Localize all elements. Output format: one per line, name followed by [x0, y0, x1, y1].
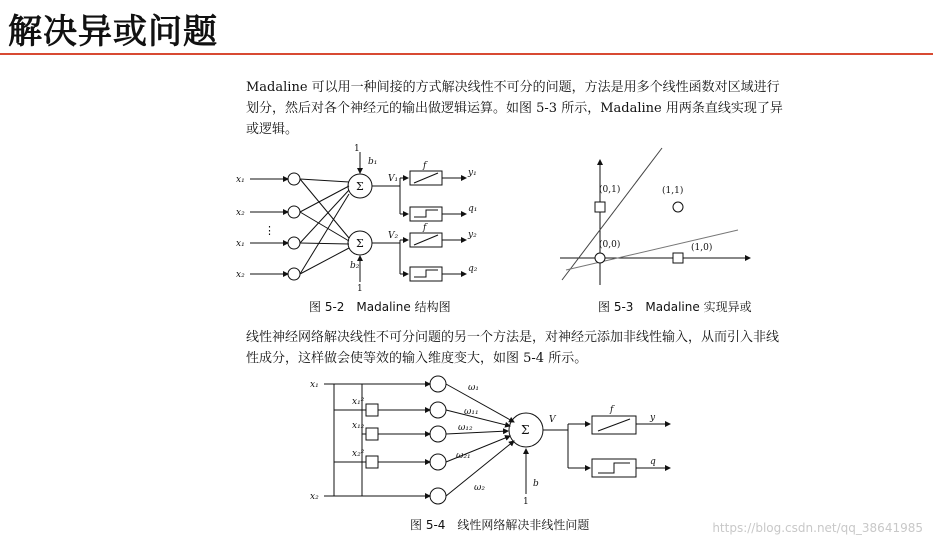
paragraph-2: 线性神经网络解决线性不可分问题的另一个方法是，对神经元添加非线性输入，从而引入非线性成分，这样做会使等效的输入维度变大，如图 5-4 所示。 [246, 330, 780, 366]
fig53-point-10: (1,0) [691, 243, 713, 253]
fig52-one-2: 1 [357, 284, 363, 292]
fig52-input-2: x₂ [236, 208, 245, 218]
fig54-input-x12: x₁₂ [352, 421, 365, 431]
fig53-point-11: (1,1) [662, 186, 684, 196]
fig54-input-x2: x₂ [310, 492, 319, 502]
fig52-dots: ⋮ [264, 224, 275, 237]
fig52-output-q2: q₂ [468, 264, 478, 274]
fig54-sum: Σ [521, 423, 530, 437]
fig54-weight-1: ω₁ [468, 383, 479, 393]
watermark: https://blog.csdn.net/qq_38641985 [712, 521, 923, 535]
fig54-weight-21: ω₂₁ [456, 451, 471, 461]
fig52-input-3: x₁ [236, 239, 245, 249]
fig52-output-q1: q₁ [468, 204, 478, 214]
fig52-output-y2: y₂ [468, 230, 477, 240]
fig54-v: V [549, 415, 556, 425]
fig54-input-x1-sq: x₁² [352, 397, 365, 407]
fig54-f: f [610, 405, 614, 415]
fig52-sum-1: Σ [356, 180, 364, 193]
fig52-input-1: x₁ [236, 175, 245, 185]
fig52-one-1: 1 [354, 144, 360, 154]
fig53-caption: 图 5-3 Madaline 实现异或 [598, 300, 752, 314]
fig54-weight-11: ω₁₁ [464, 407, 479, 417]
fig52-input-4: x₂ [236, 270, 245, 280]
fig54-one: 1 [523, 497, 529, 507]
fig54-input-x1: x₁ [310, 380, 319, 390]
figure-5-3 [556, 140, 756, 290]
fig54-caption: 图 5-4 线性网络解决非线性问题 [410, 518, 590, 532]
fig52-bias-2: b₂ [350, 261, 360, 271]
fig54-weight-12: ω₁₂ [458, 423, 473, 433]
figure-5-4 [306, 372, 686, 512]
figure-5-2 [230, 142, 490, 292]
fig54-input-x2-sq: x₂² [352, 449, 365, 459]
paragraph-1: Madaline 可以用一种间接的方式解决线性不可分的问题，方法是用多个线性函数对区域进行划分，然后对各个神经元的输出做逻辑运算。如图 5-3 所示，Madaline 用两条直线实现了异或逻辑。 [246, 80, 783, 137]
fig52-caption: 图 5-2 Madaline 结构图 [309, 300, 451, 314]
fig53-point-00: (0,0) [599, 240, 621, 250]
fig54-weight-2: ω₂ [474, 483, 485, 493]
slide-title: 解决异或问题 [8, 12, 218, 52]
fig52-bias-1: b₁ [368, 157, 378, 167]
fig52-f-1: f [423, 161, 427, 171]
title-divider [0, 53, 933, 55]
fig54-output-y: y [650, 413, 656, 423]
fig52-v1: V₁ [388, 174, 399, 184]
fig52-f-2: f [423, 223, 427, 233]
fig52-output-y1: y₁ [468, 168, 477, 178]
fig52-v2: V₂ [388, 231, 399, 241]
fig54-output-q: q [650, 457, 656, 467]
fig53-point-01: (0,1) [599, 185, 621, 195]
fig54-bias: b [533, 479, 539, 489]
fig52-sum-2: Σ [356, 237, 364, 250]
